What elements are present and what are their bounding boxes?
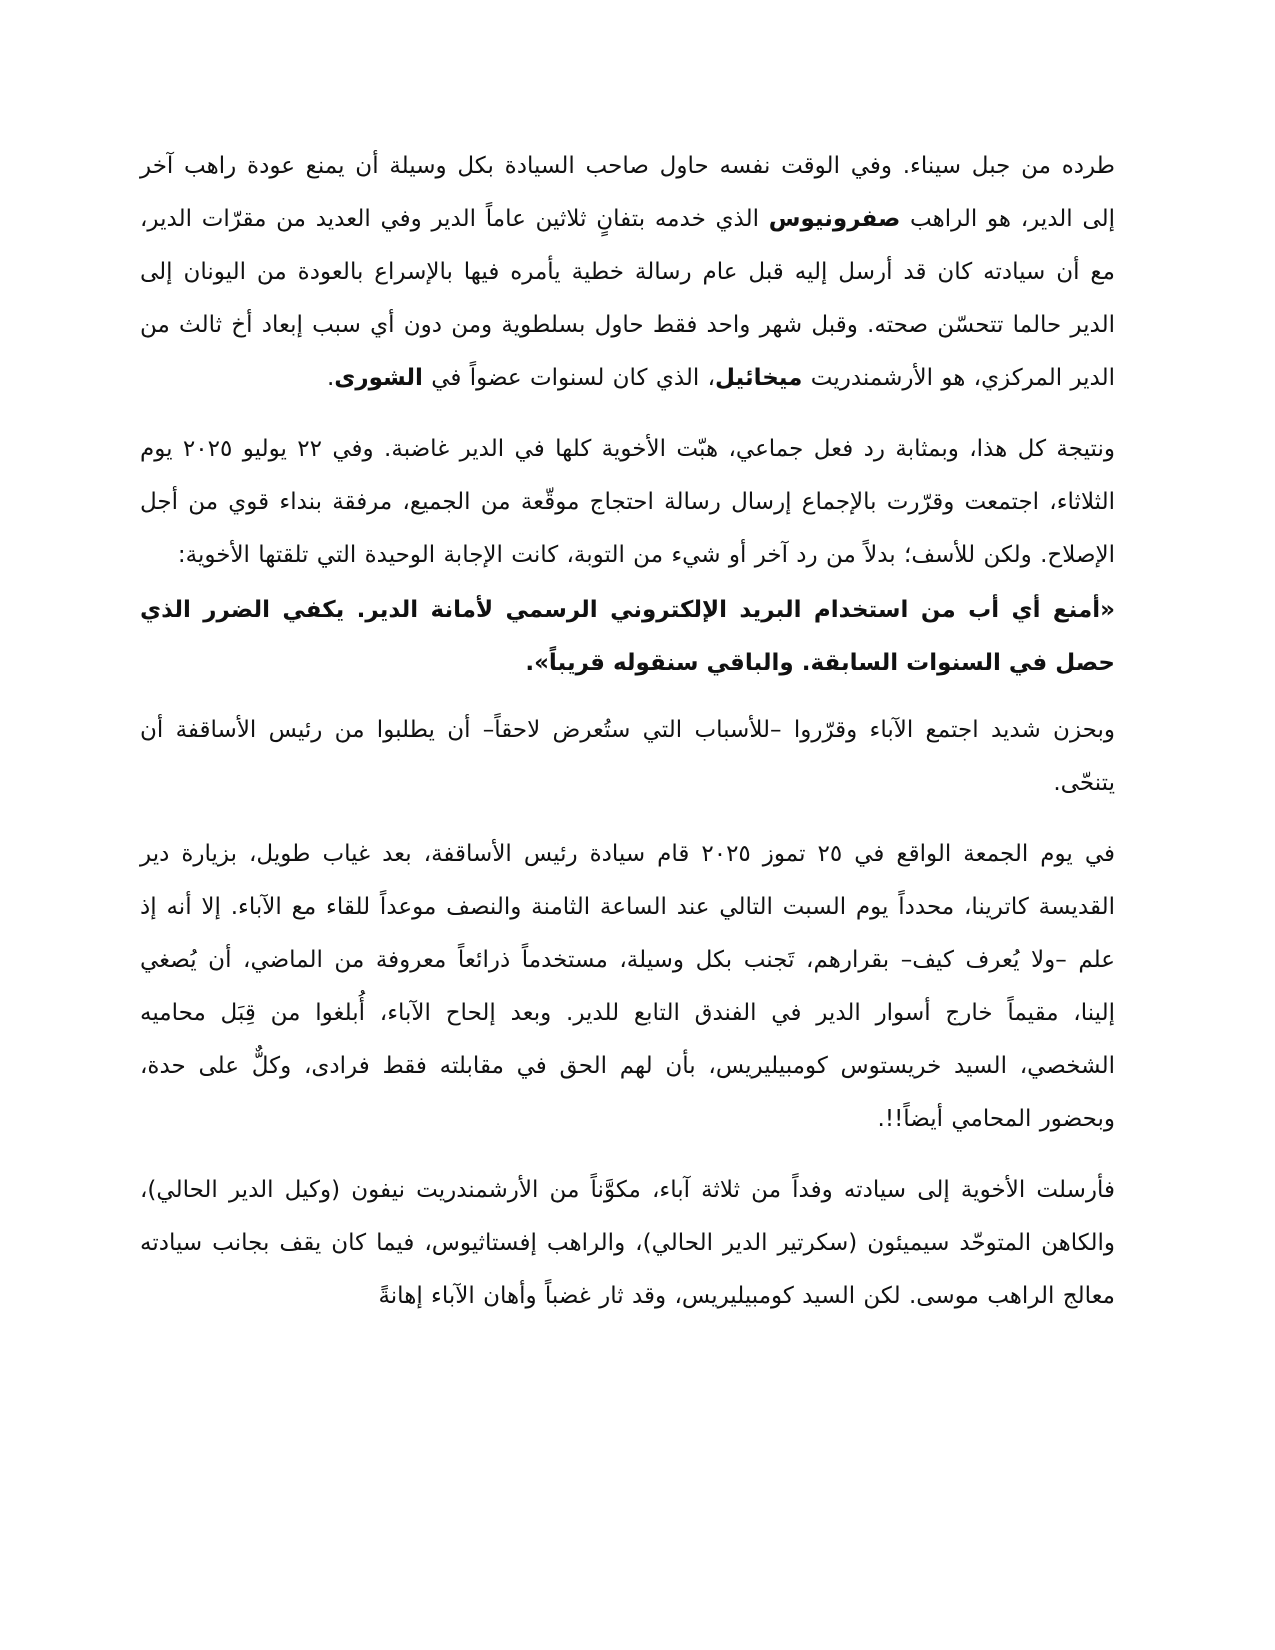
document-page [140, 140, 1115, 1341]
paragraph-1-text-3: ، الذي كان لسنوات عضواً في [422, 365, 716, 391]
paragraph-4: في يوم الجمعة الواقع في ٢٥ تموز ٢٠٢٥ قام سيادة رئيس الأساقفة، بعد غياب طويل، بزيارة دير القديسة كاترينا، محدداً يوم السبت التالي عند الساعة الثامنة والنصف موعداً للقاء مع الآباء. إلا أنه إذ علم –ولا يُعرف كيف– بقرارهم، تَجنب بكل وسيلة، مستخدماً ذرائعاً معروفة من الماضي، أن يُصغي إلينا، مقيماً خارج أسوار الدير في الفندق التابع للدير. وبعد إلحاح الآباء، أُبلغوا من قِبَل محاميه الشخصي، السيد خريستوس كومبيليريس، بأن لهم الحق في مقابلته فقط فرادى، وكلٌّ على حدة، وبحضور المحامي أيضاً!!. [140, 841, 1115, 1132]
paragraph-1-text-2: الذي خدمه بتفانٍ ثلاثين عاماً الدير وفي العديد من مقرّات الدير، مع أن سيادته كان قد أرسل إليه قبل عام رسالة خطية يأمره فيها بالإسراع بالعودة من اليونان إلى الدير حالما تتحسّن صحته. وقبل شهر واحد فقط حاول بسلطوية ومن دون أي سبب إبعاد أخ ثالث من الدير المركزي، هو الأرشمندريت [140, 206, 1115, 391]
quoted-message: «أمنع أي أب من استخدام البريد الإلكتروني الرسمي لأمانة الدير. يكفي الضرر الذي حصل في السنوات السابقة. والباقي سنقوله قريباً». [140, 597, 1115, 676]
name-sofronios: صفرونيوس [768, 206, 901, 232]
paragraph-1 [140, 140, 1115, 405]
name-mikhail: ميخائيل [715, 365, 803, 391]
word-council: الشورى [334, 365, 423, 391]
paragraph-2: ونتيجة كل هذا، وبمثابة رد فعل جماعي، هبّت الأخوية كلها في الدير غاضبة. وفي ٢٢ يوليو ٢٠٢٥ يوم الثلاثاء، اجتمعت وقرّرت بالإجماع إرسال رسالة احتجاج موقّعة من الجميع، مرفقة بنداء قوي من أجل الإصلاح. ولكن للأسف؛ بدلاً من رد آخر أو شيء من التوبة، كانت الإجابة الوحيدة التي تلقتها الأخوية: [140, 436, 1115, 568]
paragraph-3: وبحزن شديد اجتمع الآباء وقرّروا –للأسباب التي ستُعرض لاحقاً– أن يطلبوا من رئيس الأساقفة أن يتنحّى. [140, 717, 1115, 796]
paragraph-1-text-1: طرده من جبل سيناء. وفي الوقت نفسه حاول صاحب السيادة بكل وسيلة أن يمنع عودة راهب آخر إلى الدير، هو الراهب [140, 153, 1115, 232]
paragraph-5: فأرسلت الأخوية إلى سيادته وفداً من ثلاثة آباء، مكوَّناً من الأرشمندريت نيفون (وكيل الدير الحالي)، والكاهن المتوحّد سيميئون (سكرتير الدير الحالي)، والراهب إفستاثيوس، فيما كان يقف بجانب سيادته معالج الراهب موسى. لكن السيد كومبيليريس، وقد ثار غضباً وأهان الآباء إهانةً [140, 1177, 1115, 1309]
paragraph-1-text-4: . [326, 365, 335, 391]
